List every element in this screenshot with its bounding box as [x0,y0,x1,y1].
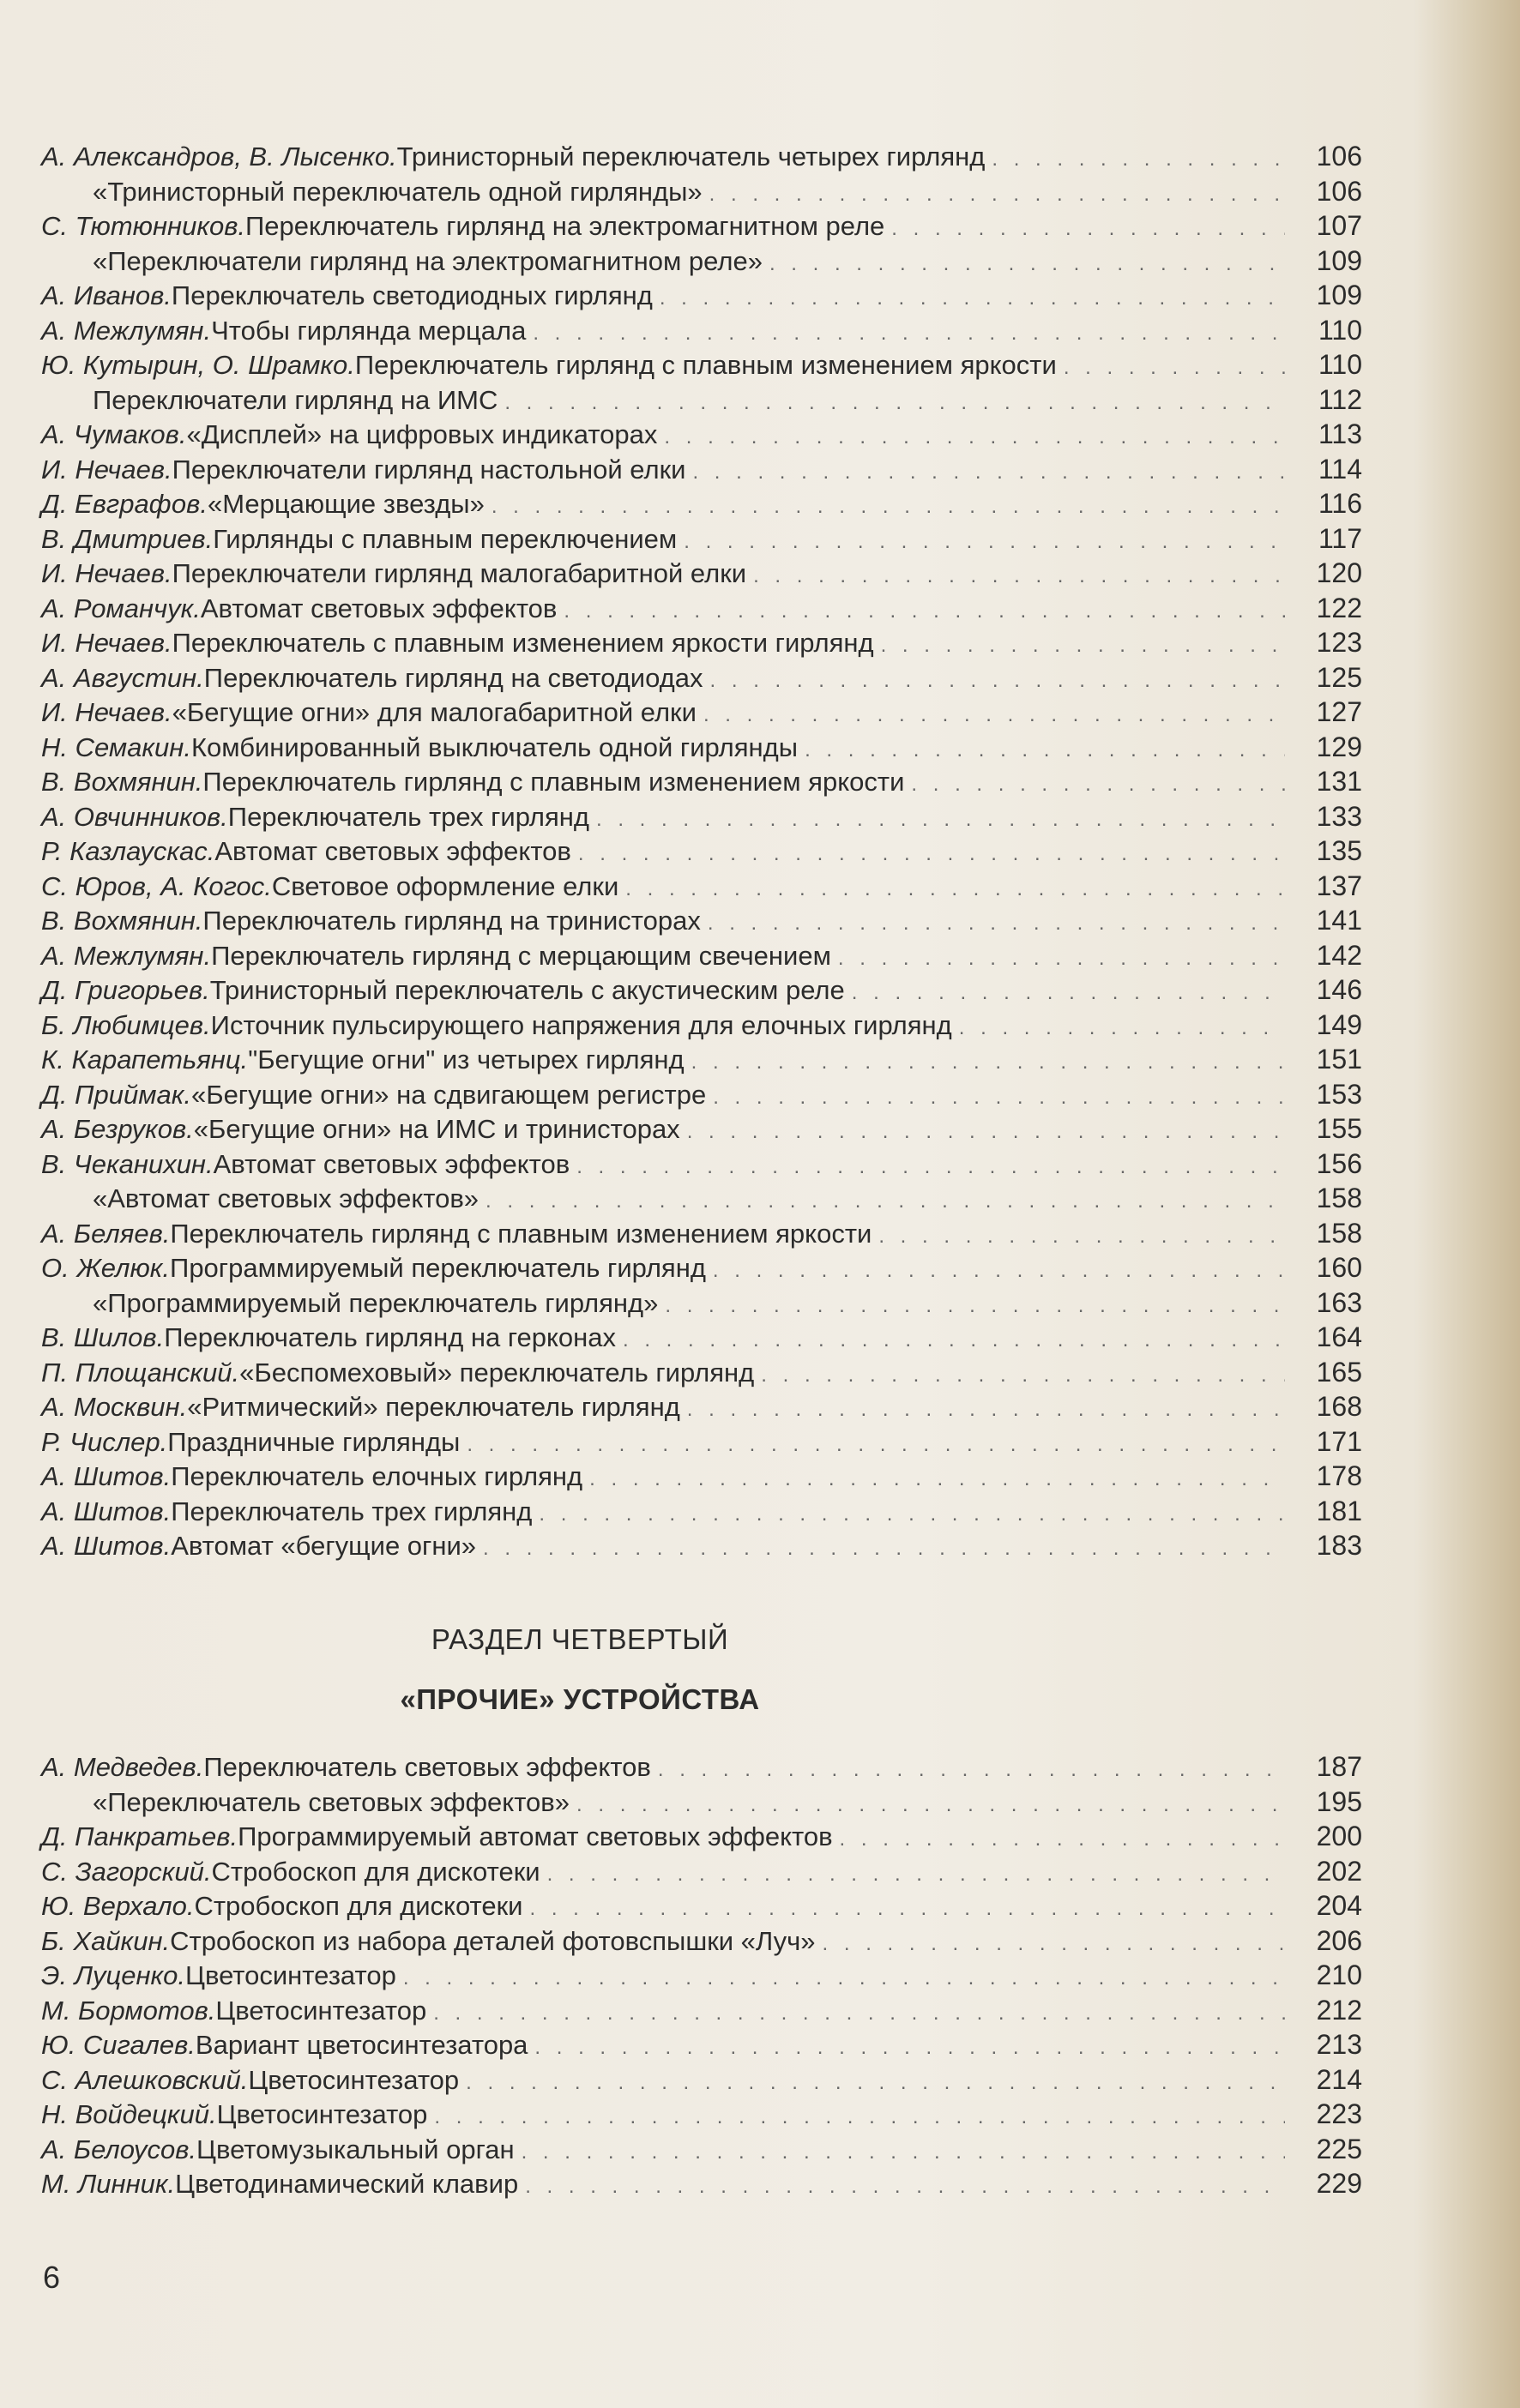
dot-leader [687,1115,1285,1150]
entry-page-number: 106 [1316,141,1362,172]
entry-author: Н. Семакин. [41,731,191,762]
entry-page-number: 120 [1316,557,1362,588]
entry-page-number: 214 [1316,2063,1362,2095]
entry-author: А. Межлумян. [41,940,212,971]
entry-author: А. Белоусов. [41,2134,197,2164]
entry-page-number: 206 [1316,1924,1362,1956]
entry-page-number: 195 [1316,1785,1362,1817]
entry-author: А. Августин. [41,662,204,693]
dot-leader [911,768,1285,803]
toc-entry [41,1424,1362,1460]
dot-leader [687,1393,1285,1428]
entry-page-number: 187 [1316,1751,1362,1782]
entry-page-number: 137 [1316,870,1362,901]
toc-entry [41,1216,1362,1251]
entry-author: М. Линник. [41,2169,176,2199]
entry-title: Чтобы гирлянда мерцала [211,315,527,346]
entry-author: А. Чумаков. [41,419,187,449]
dot-leader [709,178,1285,213]
toc-entry [41,1389,1362,1424]
entry-author: И. Нечаев. [41,454,172,485]
entry-title: Переключатель гирлянд на тринисторах [202,906,701,936]
entry-title: Переключатели гирлянд на ИМС [93,384,498,415]
entry-title: Переключатель светодиодных гирлянд [171,280,653,310]
dot-leader [769,247,1285,282]
dot-leader [713,1081,1285,1116]
entry-page-number: 165 [1316,1356,1362,1388]
toc-entry [41,903,1362,938]
entry-title: Переключатель трех гирлянд [171,1496,533,1526]
entry-page-number: 109 [1316,280,1362,310]
entry-author: Н. Войдецкий. [41,2099,217,2129]
toc-entry [41,938,1362,973]
entry-author: А. Шитов. [41,1461,172,1491]
entry-page-number: 225 [1316,2133,1362,2164]
dot-leader [539,1497,1285,1532]
section-title: «ПРОЧИЕ» УСТРОЙСТВА [400,1683,760,1715]
entry-author: Ю. Кутырин, О. Шрамко. [41,350,355,380]
dot-leader [881,629,1285,664]
entry-title: Цветосинтезатор [185,1960,396,1990]
entry-title: Световое оформление елки [271,870,619,901]
entry-author: Ю. Сигалев. [41,2030,196,2060]
dot-leader [434,2100,1285,2135]
entry-title: Переключатели гирлянд малогабаритной елки [172,558,747,588]
dot-leader [959,1011,1285,1046]
entry-page-number: 181 [1316,1495,1362,1526]
entry-author: С. Юров, А. Когос. [41,870,272,901]
dot-leader [891,212,1285,247]
toc-entry [41,1993,1362,2028]
entry-page-number: 117 [1318,522,1362,554]
dot-leader [467,1428,1285,1463]
dot-leader [625,872,1285,907]
entry-title: Переключатель световых эффектов [203,1752,651,1782]
entry-title: Гирлянды с плавным переключением [213,523,678,554]
toc-entry [41,2027,1362,2062]
dot-leader [547,1857,1285,1893]
dot-leader [623,1323,1285,1358]
dot-leader [823,1927,1285,1962]
entry-title: Переключатель трех гирлянд [227,801,589,832]
entry-page-number: 158 [1316,1183,1362,1213]
entry-author: С. Тютюнников. [41,211,245,241]
entry-title: Цветосинтезатор [248,2064,460,2095]
entry-page-number: 107 [1316,210,1362,241]
toc-entry [41,1077,1362,1112]
dot-leader [466,2066,1285,2101]
dot-leader [486,1184,1285,1219]
toc-entry [41,2097,1362,2132]
entry-title: Переключатель гирлянд на электромагнитном реле [245,211,885,241]
entry-title: «Тринисторный переключатель одной гирлянды» [93,176,703,207]
dot-leader [713,1254,1285,1289]
toc-entry [41,2166,1362,2201]
entry-page-number: 223 [1316,2098,1362,2129]
entry-author: А. Медведев. [41,1752,204,1782]
dot-leader [665,1289,1285,1324]
entry-page-number: 171 [1316,1425,1362,1457]
toc-entry [41,1749,1362,1785]
entry-page-number: 133 [1316,800,1362,832]
entry-page-number: 131 [1316,766,1362,797]
toc-entry [41,869,1362,904]
toc-entry [41,1147,1362,1182]
toc-entry [41,1494,1362,1529]
entry-author: А. Александров, В. Лысенко. [41,141,397,172]
dot-leader [589,1462,1285,1497]
dot-leader [525,2170,1285,2205]
entry-title: Переключатель гирлянд на светодиодах [203,662,703,693]
entry-page-number: 151 [1316,1044,1362,1075]
toc-entry [41,1042,1362,1077]
entry-title: Праздничные гирлянды [167,1426,461,1457]
entry-author: А. Овчинников. [41,801,228,832]
entry-page-number: 164 [1316,1321,1362,1352]
entry-title: Переключатели гирлянд настольной елки [172,454,686,485]
entry-title: Автомат световых эффектов [200,593,558,623]
entry-title: Переключатель гирлянд с мерцающим свечением [211,940,831,971]
entry-page-number: 212 [1316,1994,1362,2026]
toc-section-four [41,1749,1362,2201]
entry-title: «Переключатель световых эффектов» [93,1786,570,1817]
entry-author: И. Нечаев. [41,697,172,727]
entry-page-number: 122 [1316,592,1362,623]
entry-author: О. Желюк. [41,1253,171,1283]
dot-leader [522,2135,1285,2170]
entry-author: Р. Казлаускас. [41,836,215,866]
dot-leader [564,594,1285,629]
dot-leader [708,906,1285,942]
toc-entry [41,625,1362,660]
dot-leader [992,142,1285,178]
entry-author: В. Шилов. [41,1322,165,1352]
entry-author: Д. Панкратьев. [41,1821,238,1851]
entry-author: А. Шитов. [41,1531,172,1561]
entry-title: Цветомузыкальный орган [196,2134,515,2164]
entry-title: «Автомат световых эффектов» [93,1183,480,1213]
dot-leader [529,1892,1285,1927]
entry-author: А. Межлумян. [41,315,212,346]
entry-author: К. Карапетьянц. [41,1044,249,1075]
dot-leader [492,490,1285,525]
entry-page-number: 183 [1316,1530,1362,1561]
toc-entry [41,174,1362,209]
entry-title: Автомат световых эффектов [214,836,571,866]
entry-page-number: 202 [1316,1855,1362,1887]
toc-entry [41,799,1362,834]
entry-author: М. Бормотов. [41,1995,216,2026]
toc-entry [41,382,1362,418]
entry-page-number: 158 [1316,1217,1362,1249]
entry-author: А. Безруков. [41,1114,194,1144]
toc-entry [41,1785,1362,1820]
entry-title: Программируемый переключатель гирлянд [170,1253,706,1283]
dot-leader [576,1788,1285,1823]
entry-title: Переключатель гирлянд на герконах [164,1322,616,1352]
toc-entry [41,1111,1362,1147]
toc-entry [41,347,1362,382]
toc-entry [41,313,1362,348]
toc-entry [41,278,1362,313]
entry-title: Цветодинамический клавир [175,2169,519,2199]
dot-leader [838,942,1285,977]
dot-leader [658,1753,1285,1788]
toc-entry [41,521,1362,557]
entry-page-number: 146 [1316,974,1362,1005]
entry-page-number: 109 [1316,244,1362,276]
entry-title: «Беспомеховый» переключатель гирлянд [239,1357,755,1388]
entry-title: Переключатель гирлянд с плавным изменением яркости [202,767,905,797]
dot-leader [710,664,1285,699]
entry-title: Тринисторный переключатель четырех гирлянд [396,141,986,172]
entry-title: Источник пульсирующего напряжения для елочных гирлянд [210,1009,952,1040]
entry-page-number: 210 [1316,1960,1362,1990]
toc-entry [41,1854,1362,1889]
dot-leader [761,1358,1285,1394]
entry-author: А. Беляев. [41,1218,171,1249]
toc-entry [41,1320,1362,1355]
entry-page-number: 204 [1316,1890,1362,1921]
entry-title: Стробоскоп из набора деталей фотовспышки «Луч» [170,1925,816,1956]
toc-entry [41,1819,1362,1854]
entry-page-number: 123 [1316,627,1362,658]
entry-title: «Бегущие огни» на сдвигающем регистре [190,1079,707,1110]
entry-title: Цветосинтезатор [216,2099,428,2129]
dot-leader [684,525,1285,560]
entry-author: Р. Числер. [41,1426,168,1457]
dot-leader [840,1822,1285,1857]
toc-entry [41,764,1362,799]
toc-entry [41,208,1362,244]
entry-title: Программируемый автомат световых эффектов [238,1821,833,1851]
entry-author: П. Площанский. [41,1357,240,1388]
entry-author: В. Дмитриев. [41,523,214,554]
toc-entry [41,244,1362,279]
toc-entry [41,1250,1362,1285]
toc-entry [41,417,1362,452]
entry-author: Ю. Верхало. [41,1891,195,1921]
entry-title: Переключатель гирлянд с плавным изменением яркости [354,350,1057,380]
entry-page-number: 110 [1318,349,1362,380]
toc-entry [41,1528,1362,1563]
entry-page-number: 163 [1316,1286,1362,1318]
toc-entry [41,1923,1362,1959]
entry-author: Б. Любимцев. [41,1009,211,1040]
entry-title: Цветосинтезатор [215,1995,427,2026]
entry-author: И. Нечаев. [41,558,172,588]
entry-author: А. Шитов. [41,1496,172,1526]
entry-title: Стробоскоп для дискотеки [194,1891,523,1921]
page-number: 6 [43,2260,61,2295]
entry-title: «Бегущие огни» для малогабаритной елки [172,697,697,727]
entry-author: И. Нечаев. [41,628,172,658]
toc-entry [41,730,1362,765]
dot-leader [433,1996,1285,2032]
entry-page-number: 149 [1316,1008,1362,1040]
entry-page-number: 142 [1316,939,1362,971]
entry-page-number: 113 [1318,418,1362,449]
entry-title: Переключатель гирлянд с плавным изменением яркости [170,1218,872,1249]
entry-page-number: 168 [1316,1391,1362,1422]
entry-page-number: 110 [1318,314,1362,346]
toc-entry [41,1958,1362,1993]
entry-page-number: 116 [1318,488,1362,519]
entry-page-number: 125 [1316,661,1362,693]
toc-entry [41,1285,1362,1321]
entry-author: В. Вохмянин. [41,767,203,797]
entry-page-number: 135 [1316,835,1362,866]
entry-author: Д. Евграфов. [41,489,208,519]
toc-entry [41,972,1362,1008]
entry-author: Б. Хайкин. [41,1925,171,1956]
entry-page-number: 160 [1316,1252,1362,1283]
entry-page-number: 114 [1318,453,1362,485]
dot-leader [852,976,1285,1011]
toc-entry [41,591,1362,626]
entry-author: С. Алешковский. [41,2064,249,2095]
dot-leader [504,386,1285,421]
dot-leader [403,1961,1285,1996]
dot-leader [878,1219,1285,1255]
entry-page-number: 155 [1316,1113,1362,1144]
entry-author: В. Чеканихин. [41,1148,214,1179]
dot-leader [483,1532,1285,1567]
entry-author: А. Романчук. [41,593,201,623]
entry-page-number: 129 [1316,731,1362,762]
dot-leader [578,837,1285,872]
entry-title: "Бегущие огни" из четырех гирлянд [248,1044,685,1075]
toc-entry [41,1888,1362,1923]
entry-title: Автомат световых эффектов [213,1148,570,1179]
dot-leader [691,1045,1285,1081]
dot-leader [534,2031,1285,2066]
toc-entry [41,1181,1362,1216]
entry-title: Автомат «бегущие огни» [171,1531,477,1561]
entry-page-number: 106 [1316,175,1362,207]
dot-leader [692,455,1285,491]
dot-leader [596,803,1285,838]
toc-section-three [41,139,1362,1563]
entry-page-number: 127 [1316,696,1362,727]
toc-entry [41,486,1362,521]
entry-title: Вариант цветосинтезатора [195,2030,528,2060]
entry-author: С. Загорский. [41,1856,212,1887]
entry-author: Д. Приймак. [41,1079,191,1110]
toc-entry [41,834,1362,869]
toc-entry [41,695,1362,730]
entry-author: Д. Григорьев. [41,975,210,1005]
toc-entry [41,1459,1362,1494]
dot-leader [753,559,1285,594]
toc-entry [41,452,1362,487]
dot-leader [664,420,1285,455]
dot-leader [533,316,1285,352]
dot-leader [576,1150,1285,1185]
toc-entry [41,556,1362,591]
entry-title: Тринисторный переключатель с акустическим реле [209,975,845,1005]
entry-author: А. Иванов. [41,280,172,310]
entry-title: «Бегущие огни» на ИМС и тринисторах [193,1114,680,1144]
dot-leader [1064,351,1285,386]
entry-page-number: 229 [1316,2168,1362,2199]
dot-leader [805,733,1285,768]
entry-page-number: 112 [1318,383,1362,415]
entry-page-number: 200 [1316,1821,1362,1851]
entry-author: Э. Луценко. [41,1960,186,1990]
entry-title: Переключатель с плавным изменением яркости гирлянд [172,628,874,658]
toc-entry [41,139,1362,174]
toc-entry [41,2062,1362,2098]
entry-title: «Переключатели гирлянд на электромагнитном реле» [93,245,763,276]
entry-title: «Ритмический» переключатель гирлянд [187,1392,680,1422]
entry-page-number: 178 [1316,1460,1362,1491]
dot-leader [703,698,1285,733]
entry-title: «Программируемый переключатель гирлянд» [93,1287,659,1318]
entry-page-number: 156 [1316,1147,1362,1179]
entry-page-number: 213 [1316,2029,1362,2060]
toc-entry [41,1008,1362,1043]
entry-title: Переключатель елочных гирлянд [171,1461,583,1491]
section-label: РАЗДЕЛ ЧЕТВЕРТЫЙ [431,1623,729,1655]
toc-entry [41,660,1362,695]
entry-page-number: 153 [1316,1078,1362,1110]
entry-page-number: 141 [1316,905,1362,936]
entry-author: В. Вохмянин. [41,906,203,936]
entry-title: «Мерцающие звезды» [207,489,485,519]
toc-entry [41,2132,1362,2167]
entry-author: А. Москвин. [41,1392,188,1422]
entry-title: Стробоскоп для дискотеки [211,1856,540,1887]
entry-title: «Дисплей» на цифровых индикаторах [186,419,658,449]
toc-entry [41,1355,1362,1390]
dot-leader [660,281,1285,316]
entry-title: Комбинированный выключатель одной гирлянды [190,731,799,762]
